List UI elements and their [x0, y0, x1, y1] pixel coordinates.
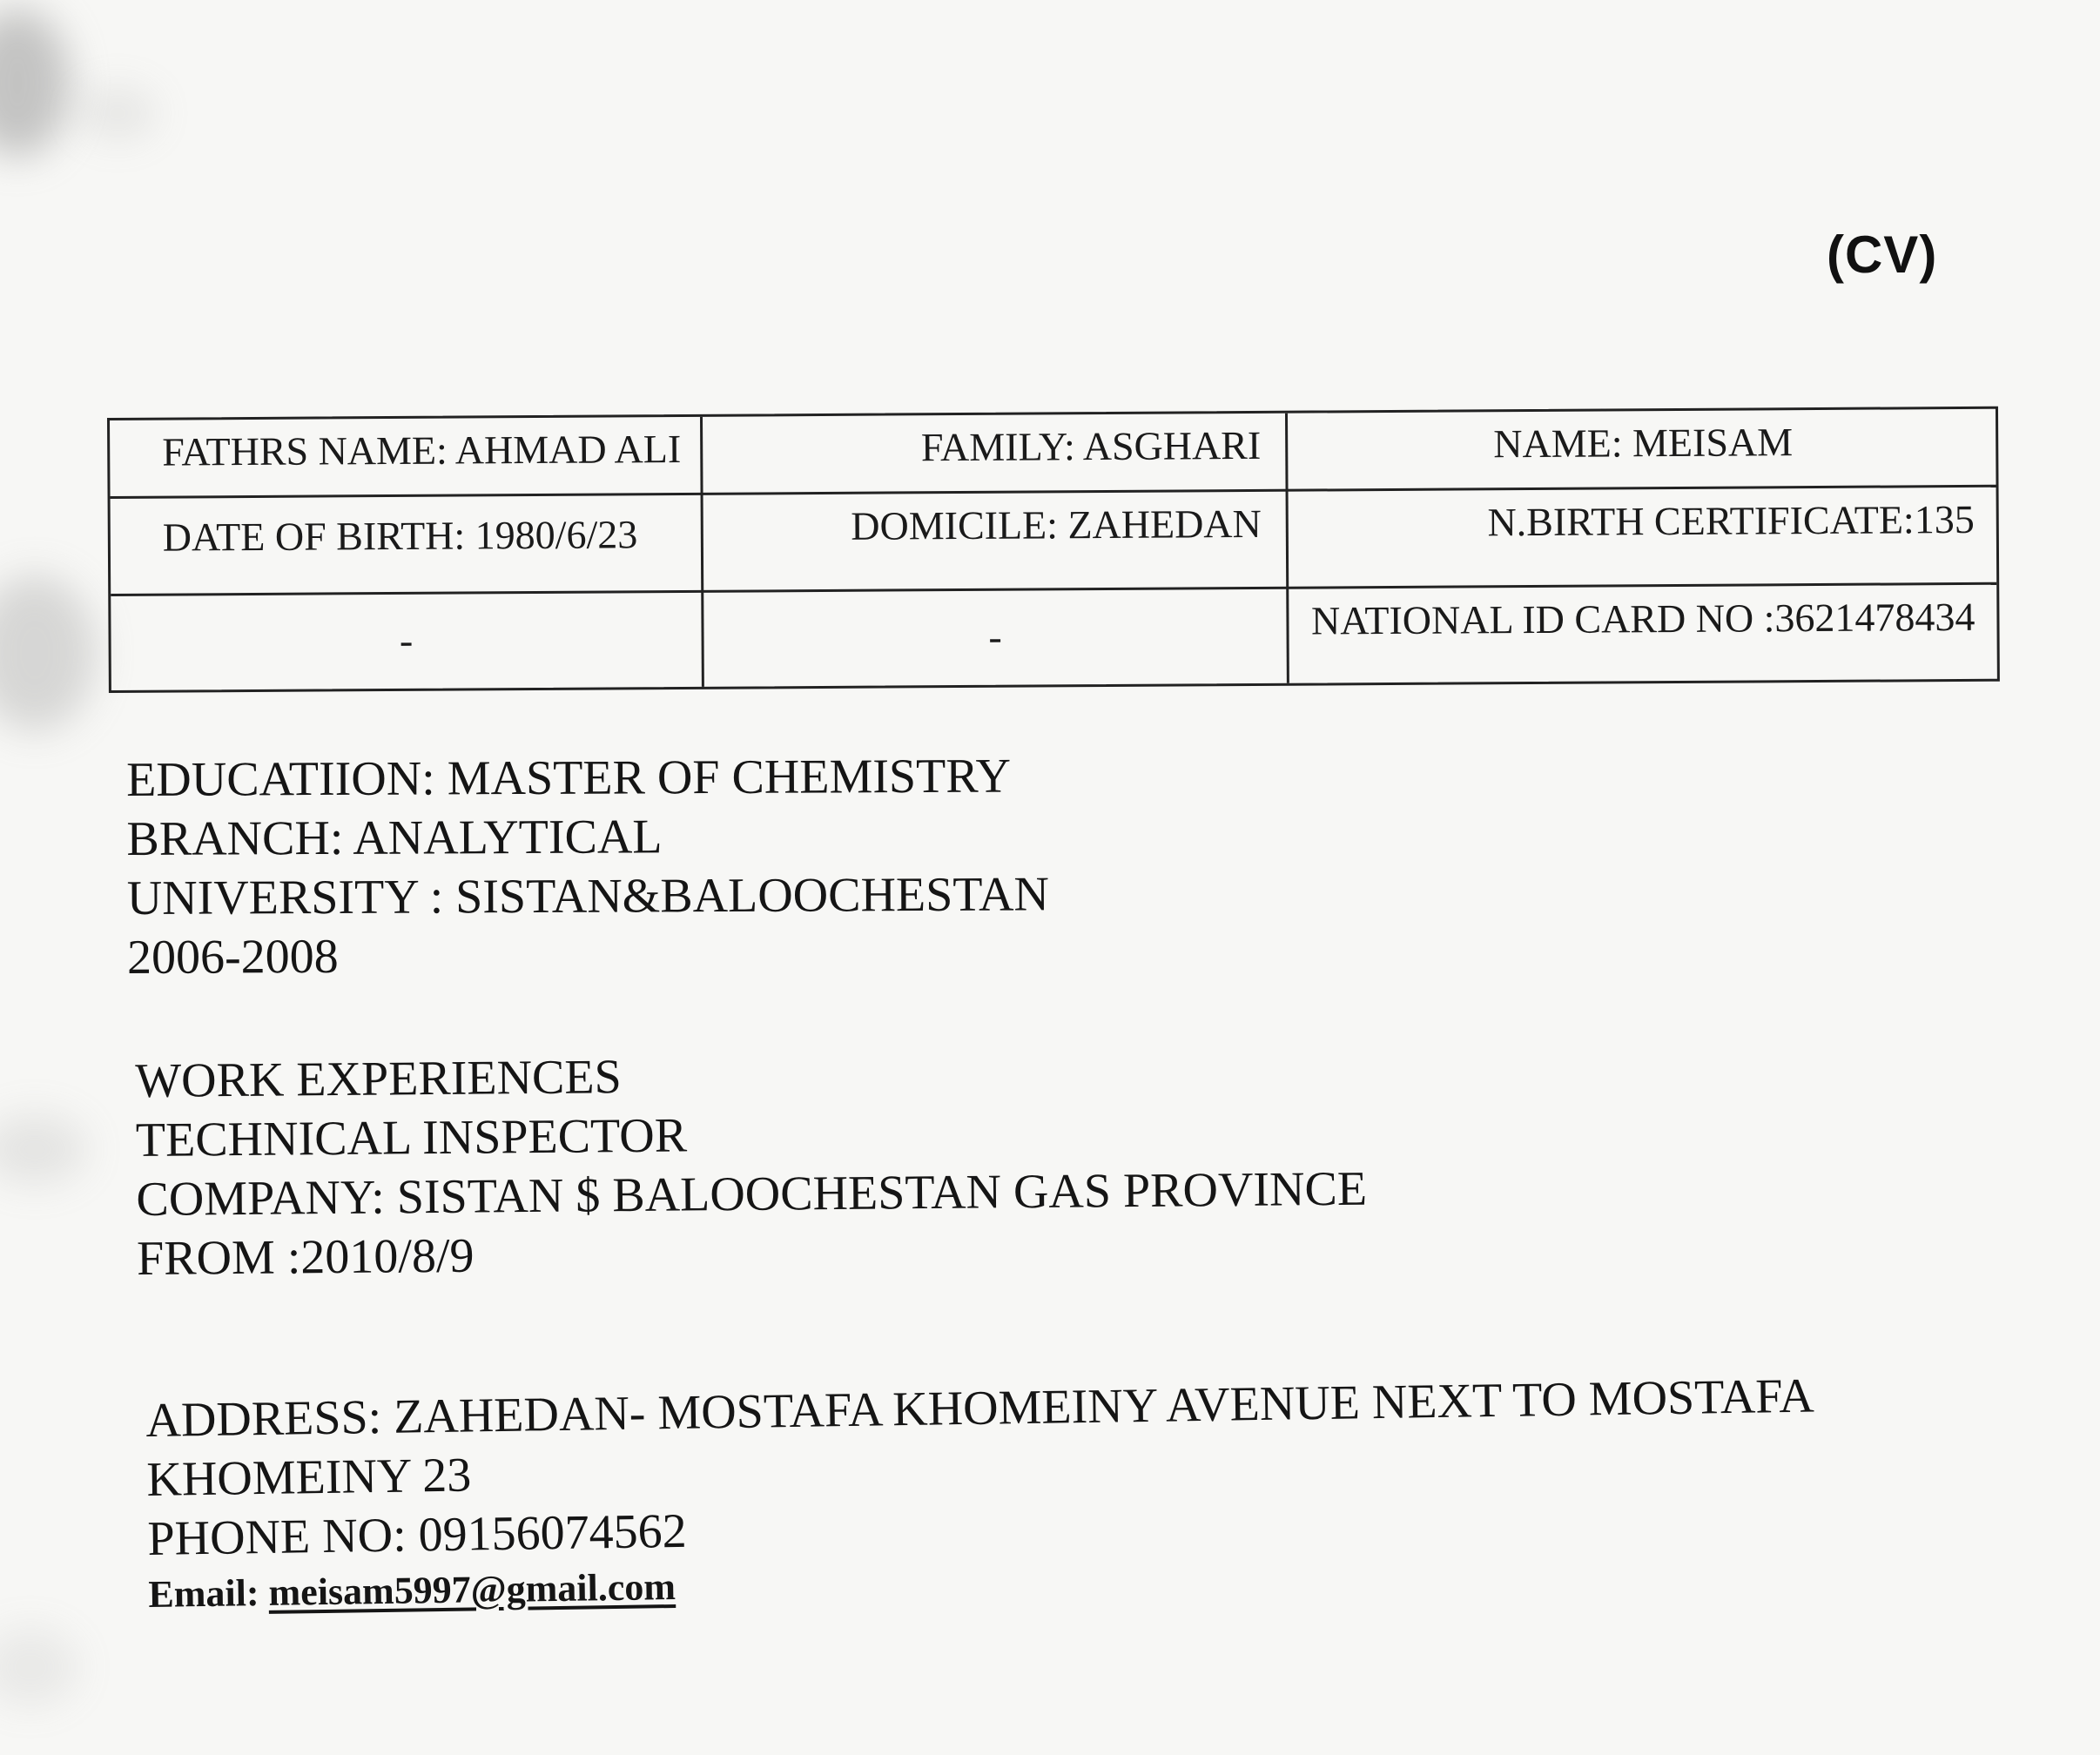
national-id-cell: NATIONAL ID CARD NO :3621478434 [1310, 594, 1975, 643]
address-line: KHOMEINY 23 [146, 1448, 472, 1507]
table-row [110, 409, 1996, 499]
document-title: (CV) [1827, 225, 1938, 284]
education-branch: BRANCH: ANALYTICAL [126, 810, 663, 866]
address-line: ADDRESS: ZAHEDAN- MOSTAFA KHOMEINY AVENUE NEXT TO MOSTAFA [145, 1368, 1815, 1448]
scan-smudge [0, 9, 70, 157]
table-row [111, 585, 1997, 690]
scan-smudge [78, 87, 157, 139]
email-link[interactable]: meisam5997@gmail.com [268, 1564, 676, 1614]
empty-cell: - [988, 614, 1002, 659]
email-label: Email: [148, 1571, 259, 1616]
empty-cell: - [399, 617, 414, 662]
domicile-cell: DOMICILE: ZAHEDAN [851, 501, 1262, 548]
education-years: 2006-2008 [126, 929, 339, 985]
birth-certificate-cell: N.BIRTH CERTIFICATE:135 [1487, 496, 1975, 545]
work-section [135, 1041, 1368, 1288]
education-section [126, 746, 1049, 987]
scan-smudge [0, 1114, 87, 1184]
work-start-date: FROM :2010/8/9 [136, 1228, 475, 1286]
date-of-birth-cell: DATE OF BIRTH: 1980/6/23 [162, 512, 638, 560]
first-name-cell: NAME: MEISAM [1493, 420, 1794, 467]
personal-info-table [107, 407, 2000, 693]
work-heading: WORK EXPERIENCES [135, 1050, 622, 1108]
education-university: UNIVERSITY : SISTAN&BALOOCHESTAN [126, 867, 1050, 925]
work-position: TECHNICAL INSPECTOR [135, 1108, 688, 1167]
table-row [111, 488, 1997, 596]
scan-smudge [0, 575, 96, 731]
education-degree: EDUCATIION: MASTER OF CHEMISTRY [126, 749, 1012, 807]
scan-smudge [0, 1628, 78, 1706]
contact-section [145, 1367, 1817, 1628]
work-company: COMPANY: SISTAN $ BALOOCHESTAN GAS PROVINCE [136, 1161, 1368, 1227]
family-name-cell: FAMILY: ASGHARI [920, 422, 1262, 470]
phone-number: PHONE NO: 09156074562 [147, 1503, 688, 1566]
fathers-name-cell: FATHRS NAME: AHMAD ALI [162, 426, 682, 474]
